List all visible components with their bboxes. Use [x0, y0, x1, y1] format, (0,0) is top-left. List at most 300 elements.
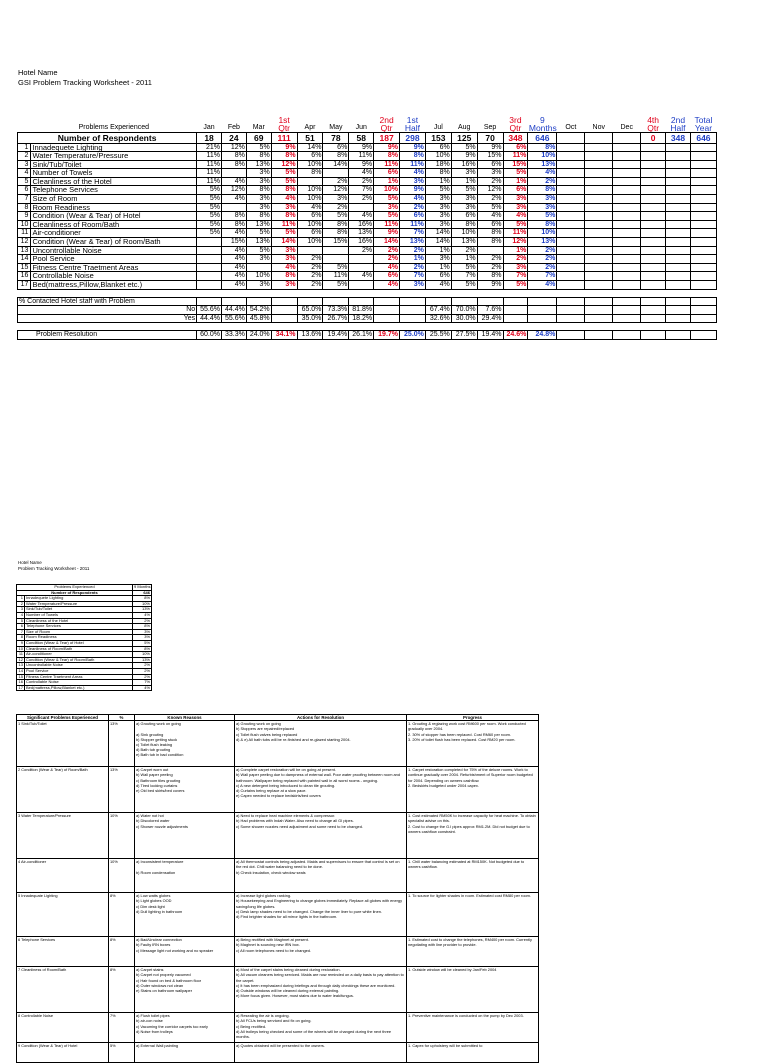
problem-value: 1%: [503, 177, 528, 186]
problem-value: 12%: [221, 143, 246, 152]
problem-tracking-table: [17, 106, 717, 340]
resolution-label: Problem Resolution: [18, 331, 197, 340]
problem-value: [323, 255, 349, 264]
small-label: Water Temperature/Pressure: [25, 601, 133, 607]
problem-value: 4%: [349, 272, 374, 281]
respondents-row: [18, 132, 717, 143]
contacted-value: 32.6%: [425, 314, 451, 323]
contacted-value: [503, 306, 528, 315]
problem-value: [613, 263, 641, 272]
problem-percent: 5%: [109, 1043, 135, 1063]
problem-number: 14: [18, 255, 31, 264]
resolution-value: [613, 331, 641, 340]
problem-value: 8%: [221, 212, 246, 221]
problem-percent: 10%: [109, 813, 135, 859]
small-number: 1: [17, 596, 25, 602]
problem-value: 5%: [271, 229, 297, 238]
problem-value: 8%: [271, 186, 297, 195]
problem-value: 9%: [477, 281, 503, 290]
problem-value: [641, 195, 666, 204]
problem-value: 12%: [477, 186, 503, 195]
problem-value: 6%: [451, 212, 477, 221]
problem-number: 13: [18, 246, 31, 255]
problem-value: 2%: [477, 255, 503, 264]
problem-value: [557, 195, 585, 204]
problem-value: 5%: [374, 195, 400, 204]
problem-value: 4%: [221, 272, 246, 281]
problem-value: 8%: [528, 143, 557, 152]
problem-value: [197, 281, 222, 290]
problem-value: [666, 203, 691, 212]
resolution-value: 19.7%: [374, 331, 400, 340]
problem-value: [690, 169, 716, 178]
problem-value: 16%: [451, 160, 477, 169]
problem-value: [585, 169, 613, 178]
contacted-value: [641, 314, 666, 323]
small-value: 10%: [133, 652, 152, 658]
problem-value: [690, 255, 716, 264]
problem-value: 3%: [271, 281, 297, 290]
problem-value: [585, 160, 613, 169]
problem-label: Air-conditioner: [31, 229, 197, 238]
problem-value: 2%: [400, 203, 426, 212]
problem-value: 8%: [221, 152, 246, 161]
problem-number: 3: [18, 160, 31, 169]
problem-value: 5%: [323, 263, 349, 272]
small-number: 4: [17, 612, 25, 618]
problem-value: 3%: [374, 203, 400, 212]
contacted-value: [400, 306, 426, 315]
problem-percent: 8%: [109, 967, 135, 1013]
small-value: 2%: [133, 668, 152, 674]
problem-value: [690, 152, 716, 161]
small-value: 3%: [133, 635, 152, 641]
contacted-value: 26.7%: [323, 314, 349, 323]
resolution-value: 27.5%: [451, 331, 477, 340]
small-label: Room Readiness: [25, 635, 133, 641]
month-header: 3rd Qtr: [509, 114, 522, 132]
resolution-reasons: a) External Wall painting: [135, 1043, 235, 1063]
small-number: 16: [17, 680, 25, 686]
small-number: 3: [17, 607, 25, 613]
small-label: Telephone Services: [25, 624, 133, 630]
month-header: Nov: [592, 123, 605, 131]
contacted-value: 55.6%: [197, 306, 222, 315]
problem-value: [690, 263, 716, 272]
month-header: 1st Half: [404, 114, 421, 132]
problem-value: [666, 238, 691, 247]
resolution-value: 24.8%: [528, 331, 557, 340]
resolution-value: 24.0%: [246, 331, 271, 340]
problem-value: 6%: [425, 143, 451, 152]
problem-value: 9%: [374, 229, 400, 238]
respondents-value: 646: [528, 132, 557, 143]
problem-number: 12: [18, 238, 31, 247]
problem-value: [641, 238, 666, 247]
contacted-value: 67.4%: [425, 306, 451, 315]
month-header: Jan: [203, 123, 215, 131]
problem-value: 8%: [271, 212, 297, 221]
problem-value: [585, 263, 613, 272]
problem-value: [690, 212, 716, 221]
month-header: Total Year: [694, 114, 713, 132]
problem-value: 3%: [451, 169, 477, 178]
problem-value: 2%: [528, 263, 557, 272]
resolution-entry-row: [17, 893, 539, 937]
problem-value: 2%: [477, 177, 503, 186]
problem-value: 1%: [425, 177, 451, 186]
problem-value: 10%: [297, 238, 323, 247]
problem-value: 3%: [323, 195, 349, 204]
resolution-value: 60.0%: [197, 331, 222, 340]
problem-value: 2%: [451, 246, 477, 255]
resolution-entry-row: [17, 1013, 539, 1043]
resolution-actions: a) Grouting work on going b) Stoppers are repaired/replaced c) Toilet flush valves being replaced d) & e) All bath tubs will be re-finished and re-glazed starting 2004.: [235, 721, 407, 767]
problem-value: [690, 272, 716, 281]
problem-value: 4%: [528, 169, 557, 178]
problem-value: [557, 220, 585, 229]
problem-value: 13%: [451, 238, 477, 247]
problem-value: [557, 143, 585, 152]
resolution-actions: a) Increase light globes ranking. b) Housekeeping and Engineering to change globes immediately. Replace all globes with energy saving/long life globes. c) Desk lamp shades need to be changed. Change the inner liner to pure white linen. d) Find brighter shades for all mirror lights in the bathroom.: [235, 893, 407, 937]
problem-value: 13%: [400, 238, 426, 247]
problem-value: 2%: [323, 177, 349, 186]
problem-value: [585, 186, 613, 195]
small-value: 3%: [133, 629, 152, 635]
problem-value: 14%: [425, 229, 451, 238]
problem-value: 5%: [271, 169, 297, 178]
small-row: [17, 685, 152, 691]
resolution-entry-row: [17, 967, 539, 1013]
problem-value: [666, 272, 691, 281]
problem-value: [613, 272, 641, 281]
problem-value: [613, 186, 641, 195]
problem-value: [557, 281, 585, 290]
contacted-blank: [503, 297, 528, 306]
respondents-value: 348: [503, 132, 528, 143]
problem-value: 7%: [349, 186, 374, 195]
problem-value: 6%: [297, 212, 323, 221]
problem-value: [297, 246, 323, 255]
problem-value: [349, 281, 374, 290]
month-header: 1st Qtr: [278, 114, 291, 132]
resolution-entry-row: [17, 813, 539, 859]
problem-value: 21%: [197, 143, 222, 152]
problem-value: 2%: [528, 177, 557, 186]
problem-value: 8%: [528, 186, 557, 195]
resolution-value: 13.6%: [297, 331, 323, 340]
problem-value: 10%: [297, 160, 323, 169]
problem-value: [690, 195, 716, 204]
problem-value: [557, 212, 585, 221]
problem-value: [666, 143, 691, 152]
problem-value: [666, 255, 691, 264]
contacted-value: [528, 314, 557, 323]
contacted-value: 81.8%: [349, 306, 374, 315]
problem-value: 3%: [425, 203, 451, 212]
problem-value: [585, 152, 613, 161]
small-value: 2%: [133, 618, 152, 624]
resolution-entry-row: [17, 859, 539, 893]
contacted-blank: [641, 297, 666, 306]
problem-label: Condition (Wear & Tear) of Hotel: [31, 212, 197, 221]
contacted-value: [585, 314, 613, 323]
problem-value: 8%: [297, 169, 323, 178]
problem-value: 6%: [297, 152, 323, 161]
problem-value: [690, 177, 716, 186]
contacted-value: 44.4%: [197, 314, 222, 323]
problem-value: 1%: [503, 246, 528, 255]
spacer-cell: [18, 323, 717, 331]
problem-value: 13%: [246, 238, 271, 247]
problem-value: [613, 212, 641, 221]
problem-value: 9%: [349, 160, 374, 169]
contacted-value: [271, 314, 297, 323]
small-number: 9: [17, 640, 25, 646]
small-label: Air-conditioner: [25, 652, 133, 658]
problem-value: [197, 255, 222, 264]
spacer-row: [18, 289, 717, 297]
problem-value: 3%: [271, 246, 297, 255]
resolution-progress: 1. Outside window will be cleaned by Jan/Feb 2004: [407, 967, 539, 1013]
problem-value: 2%: [374, 246, 400, 255]
problem-percent: 8%: [109, 893, 135, 937]
problem-value: 2%: [477, 263, 503, 272]
problem-value: [613, 229, 641, 238]
problem-value: 1%: [451, 255, 477, 264]
problem-value: [641, 186, 666, 195]
resolution-value: 24.6%: [503, 331, 528, 340]
small-label: Cleanliness of the Hotel: [25, 618, 133, 624]
problem-number: 11: [18, 229, 31, 238]
problem-value: 9%: [451, 152, 477, 161]
problem-number: 17: [18, 281, 31, 290]
resolution-progress: 1. Grouting & reglazing work cost RM600 per room. Work conducted gradually over 2004. 2. 30% of stopper has been replaced. Cost RM60 per room. 3. 20% of toilet flush has been replaced. Cost RM20 per room.: [407, 721, 539, 767]
respondents-value: [585, 132, 613, 143]
month-header: Jun: [355, 123, 367, 131]
problem-value: [557, 203, 585, 212]
problem-value: 12%: [221, 186, 246, 195]
resolution-progress: 1. Carpet restoration completed for 75% of the deluxe rooms. Work to continue gradually over 2004. Refurbishment of Superior room budgeted for 2004. Depending on owners cashflow. 2. Bedskirts budgeted under 2004 capex.: [407, 767, 539, 813]
problem-value: 5%: [246, 246, 271, 255]
problem-value: 11%: [271, 220, 297, 229]
problem-value: 10%: [297, 186, 323, 195]
problem-number: 5: [18, 177, 31, 186]
problem-value: [666, 281, 691, 290]
resolution-table: [16, 714, 539, 1063]
contacted-option: Yes: [18, 314, 197, 323]
problem-value: 3%: [425, 212, 451, 221]
problem-number: 1: [18, 143, 31, 152]
respondents-value: 0: [641, 132, 666, 143]
problem-value: 18%: [425, 160, 451, 169]
problem-value: 4%: [477, 212, 503, 221]
significant-problem: 8 Controllable Noise: [17, 1013, 109, 1043]
contacted-blank: [297, 297, 323, 306]
resolution-actions: a) Most of the carpet stains being cleaned during restoration. b) All vacum cleaners being serviced. Maids are now reminded on a daily basis to pay attention to the carpet. c) It has been emphasized during briefings and through daily checkings these are monitored. d) Outside windows will be cleaned during external painting. e) More focus given. However, most stains due to water leak/fungus.: [235, 967, 407, 1013]
problem-value: 14%: [374, 238, 400, 247]
problem-value: [297, 177, 323, 186]
respondents-value: 58: [349, 132, 374, 143]
resolution-actions: a) All thermostat controls being adjusted. Maids and supervisors to ensure that control is set on the red dot. Chill water balancing need to be done. b) Check insulation, check window seals: [235, 859, 407, 893]
problem-value: [557, 238, 585, 247]
problem-value: 5%: [477, 203, 503, 212]
problem-row: [18, 203, 717, 212]
small-number: 7: [17, 629, 25, 635]
hotel-name: Hotel Name: [18, 68, 58, 77]
problem-value: [666, 160, 691, 169]
problem-value: [585, 212, 613, 221]
small-label: Controllable Noise: [25, 680, 133, 686]
small-number: 15: [17, 674, 25, 680]
problem-value: [666, 212, 691, 221]
contacted-value: [557, 314, 585, 323]
resolution-value: [585, 331, 613, 340]
problem-value: [666, 263, 691, 272]
problem-value: 11%: [197, 152, 222, 161]
problem-value: [613, 238, 641, 247]
problem-value: [557, 263, 585, 272]
problem-value: 8%: [221, 160, 246, 169]
small-label: Uncontrollable Noise: [25, 663, 133, 669]
problem-label: Sink/Tub/Toilet: [31, 160, 197, 169]
problem-value: 11%: [400, 160, 426, 169]
resolution-reasons: a) Carpet stains b) Carpet not properly vacumed c) Hair found on bed & bathroom floor d) Outer windows not clean e) Stains on bathroom wallpaper: [135, 967, 235, 1013]
nine-month-summary-table: [16, 584, 152, 691]
contacted-value: [557, 306, 585, 315]
problem-number: 9: [18, 212, 31, 221]
problem-value: [221, 203, 246, 212]
problem-value: 3%: [503, 203, 528, 212]
problem-value: [690, 203, 716, 212]
problem-value: 7%: [451, 272, 477, 281]
problem-value: 9%: [477, 143, 503, 152]
contacted-header-row: [18, 297, 717, 306]
problem-value: [585, 281, 613, 290]
contacted-value: 70.0%: [451, 306, 477, 315]
small-value: 8%: [133, 596, 152, 602]
resolution-entry-row: [17, 721, 539, 767]
small-label: Sink/Tub/Toilet: [25, 607, 133, 613]
problem-value: 4%: [374, 281, 400, 290]
problem-value: 11%: [503, 229, 528, 238]
problem-value: 3%: [246, 195, 271, 204]
contacted-blank: [557, 297, 585, 306]
month-header: 9 Months: [528, 114, 557, 132]
contacted-value: 35.0%: [297, 314, 323, 323]
significant-problem: 1 Sink/Tub/Toilet: [17, 721, 109, 767]
month-header: Feb: [227, 123, 240, 131]
problem-value: 5%: [503, 220, 528, 229]
resolution-value: [641, 331, 666, 340]
problem-value: 5%: [451, 263, 477, 272]
respondents-value: 51: [297, 132, 323, 143]
problem-value: 4%: [528, 281, 557, 290]
problem-value: 11%: [197, 169, 222, 178]
problem-value: 12%: [271, 160, 297, 169]
contacted-label: % Contacted Hotel staff with Problem: [18, 297, 197, 306]
problem-row: [18, 169, 717, 178]
problem-label: Fitness Centre Traetment Areas: [31, 263, 197, 272]
problem-value: 2%: [297, 281, 323, 290]
problem-value: [613, 246, 641, 255]
problem-value: 3%: [246, 169, 271, 178]
contacted-value: 30.0%: [451, 314, 477, 323]
problem-value: 2%: [297, 255, 323, 264]
problem-value: 6%: [323, 143, 349, 152]
contacted-blank: [271, 297, 297, 306]
problem-value: 5%: [503, 281, 528, 290]
problem-value: 8%: [374, 152, 400, 161]
problem-value: [613, 203, 641, 212]
problem-value: 5%: [528, 212, 557, 221]
problem-value: 5%: [451, 143, 477, 152]
small-number: 17: [17, 685, 25, 691]
problem-value: 14%: [297, 143, 323, 152]
problem-value: 4%: [221, 195, 246, 204]
small-label: Size of Room: [25, 629, 133, 635]
problem-value: 4%: [221, 255, 246, 264]
problem-value: 8%: [451, 220, 477, 229]
problem-value: 3%: [400, 177, 426, 186]
problem-value: 2%: [477, 195, 503, 204]
respondents-value: [557, 132, 585, 143]
problem-row: [18, 152, 717, 161]
header-row: [18, 106, 717, 132]
contacted-value: 29.4%: [477, 314, 503, 323]
problem-value: 7%: [528, 272, 557, 281]
problem-value: [585, 220, 613, 229]
small-label: Condition (Wear & Tear) of Hotel: [25, 640, 133, 646]
contacted-blank: [374, 297, 400, 306]
problem-number: 2: [18, 152, 31, 161]
problem-number: 16: [18, 272, 31, 281]
problem-value: 12%: [503, 238, 528, 247]
problem-value: 14%: [323, 160, 349, 169]
problem-percent: 7%: [109, 1013, 135, 1043]
resolution-value: 19.4%: [323, 331, 349, 340]
problem-value: 3%: [477, 169, 503, 178]
month-header: May: [329, 123, 343, 131]
contacted-value: 45.8%: [246, 314, 271, 323]
small-label: Innadequete Lighting: [25, 596, 133, 602]
respondents-value: 69: [246, 132, 271, 143]
resolution-actions: a) Resealing the air is ongoing. b) All FCUs being serviced and fix on going. c) Being rectified. d) All trolleys being checked and some of the wheels will be changed during the next three months.: [235, 1013, 407, 1043]
contacted-blank: [613, 297, 641, 306]
problem-value: [666, 229, 691, 238]
month-header: Sep: [483, 123, 497, 131]
problem-value: 13%: [528, 160, 557, 169]
problem-value: [557, 169, 585, 178]
problem-value: 5%: [323, 212, 349, 221]
problem-value: 4%: [297, 203, 323, 212]
problem-value: 9%: [374, 143, 400, 152]
resolution-header: Known Reasons: [135, 715, 235, 721]
small-value: 5%: [133, 640, 152, 646]
problem-value: [585, 246, 613, 255]
contacted-value: [585, 306, 613, 315]
problem-value: 8%: [477, 229, 503, 238]
problem-percent: 13%: [109, 767, 135, 813]
respondents-value: 187: [374, 132, 400, 143]
problem-value: 7%: [503, 272, 528, 281]
problem-value: [641, 272, 666, 281]
contacted-yes-row: [18, 314, 717, 323]
problem-value: 2%: [349, 195, 374, 204]
problem-label: Number of Towels: [31, 169, 197, 178]
problem-value: 5%: [197, 203, 222, 212]
problem-value: [690, 220, 716, 229]
